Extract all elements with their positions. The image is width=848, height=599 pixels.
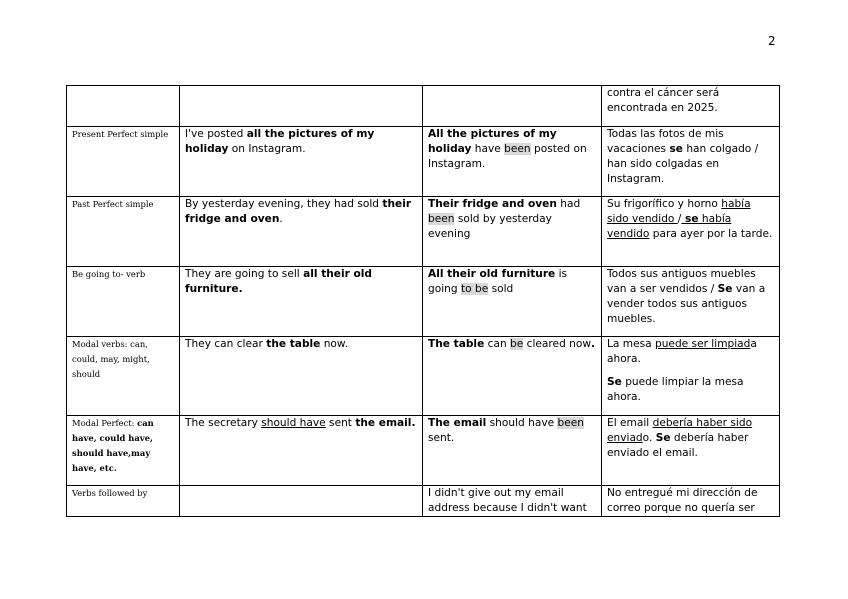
text-run: Se — [607, 376, 622, 388]
text-run: No entregué mi dirección de correo porque no quería ser — [607, 487, 758, 514]
text-run: can — [484, 338, 511, 350]
active-voice-cell — [180, 127, 423, 197]
passive-voice-cell — [423, 486, 602, 517]
text-run: puede limpiar la mesa ahora. — [607, 376, 744, 403]
passive-voice-cell — [423, 337, 602, 416]
tense-cell — [67, 416, 180, 486]
passive-voice-cell — [423, 416, 602, 486]
tense-cell — [67, 127, 180, 197]
text-run: now. — [320, 338, 348, 350]
text-run: Todos sus antiguos muebles van a ser vendidos / — [607, 268, 756, 295]
table-body — [67, 86, 780, 517]
active-voice-cell — [180, 416, 423, 486]
text-run: a ahora. — [607, 338, 757, 365]
text-run: sent — [325, 417, 356, 429]
text-run: para ayer por la tarde. — [649, 228, 773, 240]
text-run: should have — [261, 417, 326, 429]
text-run: sent. — [428, 432, 455, 444]
text-run: be — [510, 338, 524, 350]
page-number: 2 — [768, 34, 776, 48]
paragraph — [607, 127, 775, 187]
text-run: should have — [486, 417, 558, 429]
active-voice-cell — [180, 197, 423, 267]
text-run: / — [677, 213, 682, 225]
text-run: I didn't give out my email address because I didn't want — [428, 487, 587, 514]
text-run: is going — [428, 268, 568, 295]
table-row — [67, 337, 780, 416]
paragraph — [607, 416, 775, 461]
spanish-translation-cell — [602, 416, 780, 486]
passive-voice-cell — [423, 127, 602, 197]
text-run: . — [591, 338, 596, 350]
text-run: había sido vendido — [607, 198, 751, 225]
text-run: All their old furniture — [428, 268, 556, 280]
active-voice-cell — [180, 267, 423, 337]
text-run: puede ser limpiad — [654, 338, 751, 350]
text-run: han colgado / han sido colgadas en Instagram. — [607, 143, 759, 185]
table-row — [67, 416, 780, 486]
text-run: been — [428, 213, 455, 225]
text-run: the table — [266, 338, 321, 350]
text-run: Be going to- verb — [72, 269, 146, 279]
text-run: se — [681, 213, 699, 225]
tense-cell — [67, 267, 180, 337]
table-row — [67, 486, 780, 517]
paragraph — [607, 486, 775, 516]
text-run: . — [279, 213, 283, 225]
paragraph — [607, 86, 775, 116]
text-run: Present Perfect simple — [72, 129, 169, 139]
text-run: all the pictures of my holiday — [185, 128, 375, 155]
tense-cell — [67, 197, 180, 267]
text-run: The email — [428, 417, 487, 429]
passive-voice-cell — [423, 86, 602, 127]
table-row — [67, 86, 780, 127]
text-run: debería haber sido enviad — [607, 417, 753, 444]
text-run: o. — [642, 432, 656, 444]
text-run: había vendido — [607, 213, 732, 240]
spanish-translation-cell — [602, 486, 780, 517]
text-run: se — [669, 143, 683, 155]
text-run: sold — [488, 283, 514, 295]
spanish-translation-cell — [602, 337, 780, 416]
text-run: Modal Perfect: — [72, 418, 138, 428]
passive-voice-cell — [423, 197, 602, 267]
text-run: debería haber enviado el email. — [607, 432, 749, 459]
text-run: been — [504, 143, 531, 155]
paragraph — [607, 197, 775, 242]
tense-cell — [67, 86, 180, 127]
text-run: La mesa — [607, 338, 655, 350]
text-run: Modal verbs: can, could, may, might, should — [72, 339, 150, 379]
text-run: Past Perfect simple — [72, 199, 154, 209]
text-run: Se — [717, 283, 733, 295]
text-run: sold by yesterday evening — [428, 213, 552, 240]
table-row — [67, 267, 780, 337]
passive-voice-table — [66, 85, 780, 517]
text-run: the email. — [355, 417, 416, 429]
text-run: Their fridge and oven — [428, 198, 557, 210]
text-run: The table — [428, 338, 485, 350]
text-run: cleared now — [523, 338, 592, 350]
active-voice-cell — [180, 86, 423, 127]
text-run: all their old furniture. — [185, 268, 373, 295]
text-run: They can clear — [185, 338, 267, 350]
text-run: have — [471, 143, 505, 155]
text-run: posted on Instagram. — [428, 143, 587, 170]
text-run: their fridge and oven — [185, 198, 412, 225]
paragraph — [607, 375, 775, 405]
spanish-translation-cell — [602, 86, 780, 127]
text-run: to be — [460, 283, 489, 295]
active-voice-cell — [180, 337, 423, 416]
paragraph — [607, 267, 775, 327]
tense-cell — [67, 486, 180, 517]
spanish-translation-cell — [602, 267, 780, 337]
paragraph — [607, 337, 775, 367]
text-run: van a vender todos sus antiguos muebles. — [607, 283, 766, 325]
text-run: El email — [607, 417, 653, 429]
text-run: Se — [655, 432, 671, 444]
passive-voice-cell — [423, 267, 602, 337]
spanish-translation-cell — [602, 127, 780, 197]
spanish-translation-cell — [602, 197, 780, 267]
text-run: I've posted — [185, 128, 247, 140]
text-run: All the pictures of my holiday — [428, 128, 557, 155]
text-run: can have, could have, should have,may have, etc. — [72, 418, 154, 473]
text-run: They are going to sell — [185, 268, 304, 280]
table-row — [67, 197, 780, 267]
text-run: Verbs followed by — [72, 488, 148, 498]
text-run: on Instagram. — [228, 143, 306, 155]
text-run: Su frigorífico y horno — [607, 198, 722, 210]
text-run: contra el cáncer será encontrada en 2025. — [607, 87, 720, 114]
text-run: The secretary — [185, 417, 262, 429]
table-row — [67, 127, 780, 197]
tense-cell — [67, 337, 180, 416]
text-run: Todas las fotos de mis vacaciones — [607, 128, 724, 155]
text-run: By yesterday evening, they had sold — [185, 198, 383, 210]
text-run: had — [556, 198, 581, 210]
active-voice-cell — [180, 486, 423, 517]
text-run: been — [557, 417, 584, 429]
